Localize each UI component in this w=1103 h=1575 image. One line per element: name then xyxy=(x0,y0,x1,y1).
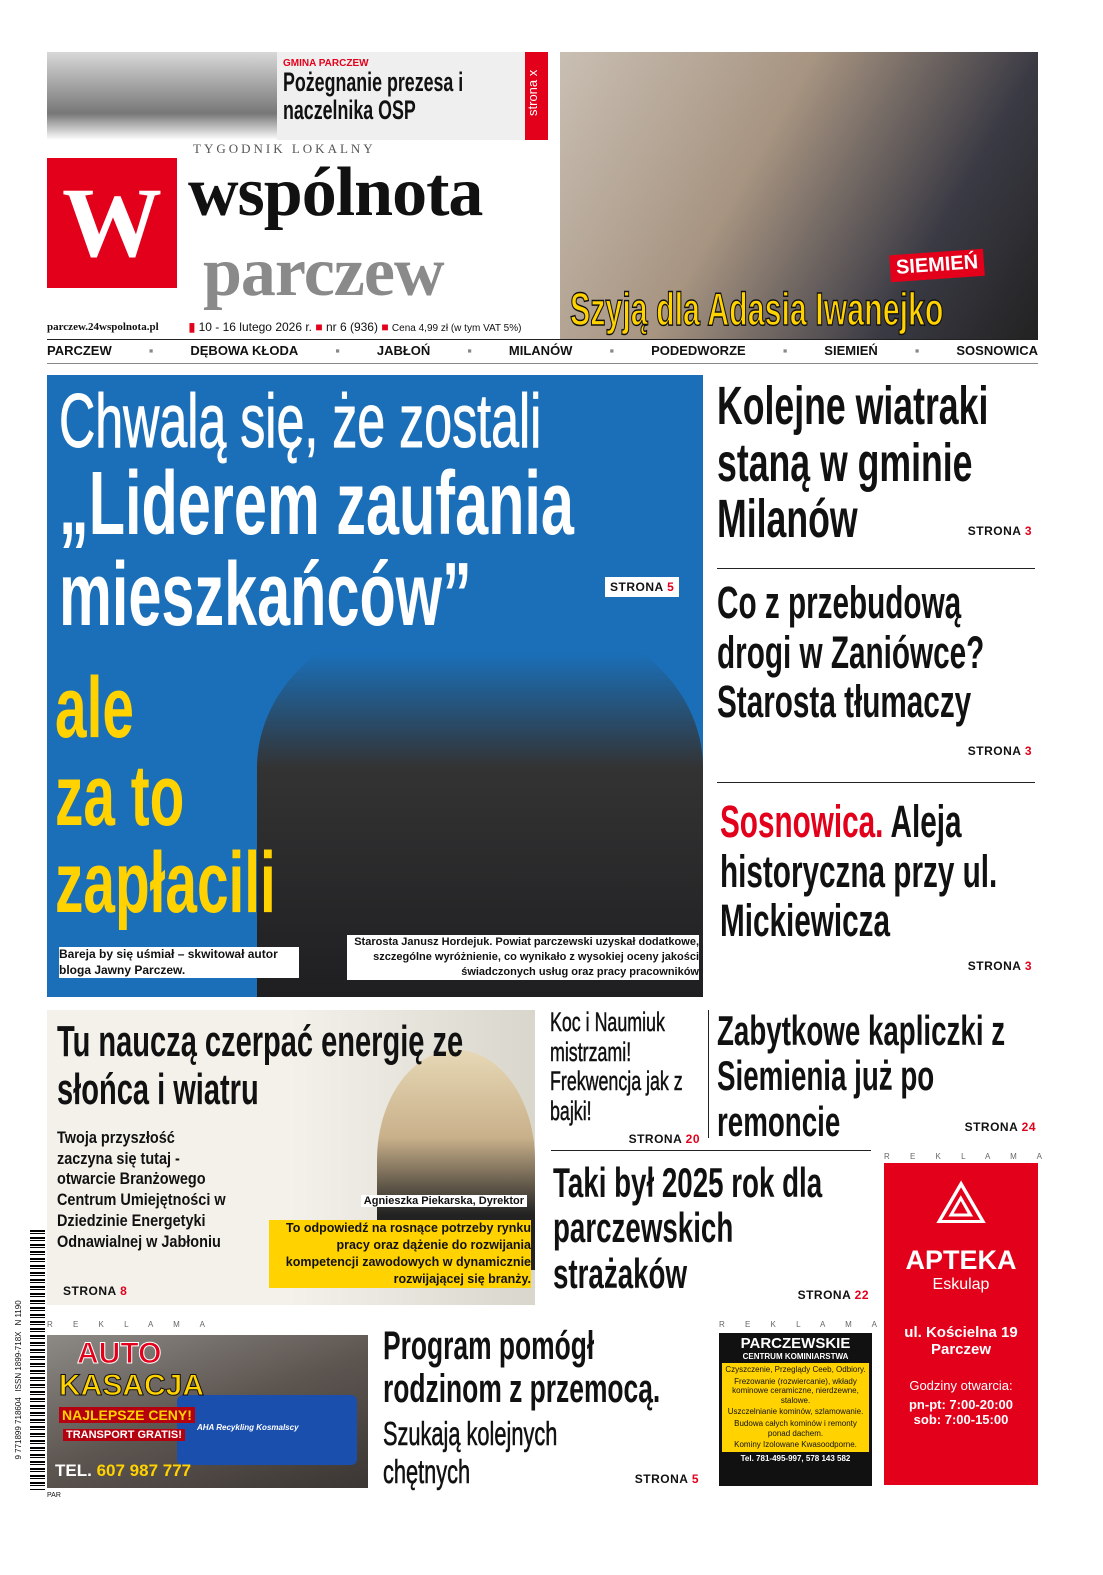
issue-number: nr 6 (936) xyxy=(325,320,378,334)
teaser-tab-label: strona x xyxy=(525,69,540,117)
program-sub: Szukają kolejnych chętnych xyxy=(383,1415,558,1491)
apteka-sub: Eskulap xyxy=(932,1276,990,1293)
teaser-title: Pożegnanie prezesa i naczelnika OSP xyxy=(283,67,464,125)
strazacy-story[interactable]: Taki był 2025 rok dla parczewskich strażaków STRONA 22 xyxy=(553,1160,871,1296)
lead-line3: mieszkańców” xyxy=(59,545,472,646)
nav-siemien[interactable]: SIEMIEŃ xyxy=(824,343,878,358)
komin-line: Uszczelnianie kominów, szlamowanie. xyxy=(727,1407,864,1417)
komin-line: Czyszczenie, Przeglądy Ceeb, Odbiory. xyxy=(725,1365,866,1374)
apteka-hours-2: sob: 7:00-15:00 xyxy=(913,1412,1009,1427)
issue-dates: 10 - 16 lutego 2026 r. xyxy=(198,320,313,334)
komin-h1: PARCZEWSKIE xyxy=(740,1335,851,1352)
nav-parczew[interactable]: PARCZEW xyxy=(47,343,112,358)
ad-auto-l2: KASACJA xyxy=(59,1369,205,1402)
side-story-1[interactable]: Kolejne wiatraki staną w gminie Milanów STRONA 3 xyxy=(717,378,1038,548)
teaser[interactable] xyxy=(277,52,527,140)
energy-person: Agnieszka Piekarska, Dyrektor xyxy=(361,1195,527,1207)
lead-line1: Chwalą się, że zostali xyxy=(59,379,542,464)
ad-label: R E K L A M A xyxy=(719,1320,886,1329)
side-story-2[interactable]: Co z przebudową drogi w Zaniówce? Starosta tłumaczy STRONA 3 xyxy=(717,578,1038,727)
masthead-name: wspólnota xyxy=(188,154,483,231)
tagline: TYGODNIK LOKALNY xyxy=(193,141,376,156)
side-story-1-title: Kolejne wiatraki staną w gminie Milanów xyxy=(717,376,989,550)
program-story[interactable]: Program pomógł rodzinom z przemocą. Szukają kolejnych chętnych STRONA 5 xyxy=(383,1325,703,1491)
ad-auto-phone: 607 987 777 xyxy=(96,1461,192,1480)
apteka-address: ul. Kościelna 19 xyxy=(904,1324,1018,1341)
apteka-hours-1: pn-pt: 7:00-20:00 xyxy=(908,1397,1014,1412)
komin-h2: CENTRUM KOMINIARSTWA xyxy=(742,1352,849,1361)
teaser-photo xyxy=(47,52,277,140)
lead-yellow-3: zapłacili xyxy=(55,835,276,932)
side-story-3[interactable]: Sosnowica. Aleja historyczna przy ul. Mickiewicza STRONA 3 xyxy=(720,796,1032,973)
nav-jablon[interactable]: JABŁOŃ xyxy=(376,343,431,358)
logo-letter: W xyxy=(62,167,162,278)
komin-line: Budowa całych kominów i remonty ponad dachem. xyxy=(734,1418,857,1438)
komin-line: Kominy Izolowane Kwasoodporne. xyxy=(734,1440,857,1450)
cover-title[interactable] xyxy=(570,283,1040,335)
side-story-3-kicker: Sosnowica. xyxy=(720,796,884,847)
energy-title: Tu nauczą czerpać energię ze słońca i wiatru xyxy=(57,1017,464,1115)
ad-auto-l3: NAJLEPSZE CENY! xyxy=(59,1407,195,1423)
strazacy-title: Taki był 2025 rok dla parczewskich strażaków xyxy=(553,1159,823,1297)
barcode xyxy=(30,1230,45,1490)
koc-title: Koc i Naumiuk mistrzami! Frekwencja jak z bajki! xyxy=(550,1007,683,1127)
cover-badge: SIEMIEŃ xyxy=(889,249,985,283)
ad-kominiarstwo[interactable] xyxy=(719,1333,872,1486)
lead-line2: „Liderem zaufania xyxy=(59,453,574,554)
caption-right: Starosta Janusz Hordejuk. Powiat parczewski uzyskał dodatkowe, szczególne wyróżnienie, co wynikało z wysokiej oceny jakości świadczonych usług oraz pracy pracowników xyxy=(347,935,699,980)
apteka-city: Parczew xyxy=(930,1341,992,1358)
apteka-hours-label: Godziny otwarcia: xyxy=(909,1378,1013,1393)
ad-auto-tel-label: TEL. xyxy=(55,1461,92,1480)
komin-line: Frezowanie (rozwiercanie), wkłady kominowe ceramiczne, nierdzewne, stalowe. xyxy=(732,1376,859,1405)
apteka-logo-icon: ⟁ xyxy=(934,1169,988,1236)
ad-label: R E K L A M A xyxy=(884,1152,1051,1161)
nav-sosnowica[interactable]: SOSNOWICA xyxy=(956,343,1038,358)
footer-code: PAR xyxy=(47,1492,61,1499)
cover-title-text: Szyją dla Adasia Iwanejko xyxy=(570,283,944,335)
ad-auto-l1: AUTO xyxy=(77,1337,162,1370)
energy-quote: To odpowiedź na rosnące potrzeby rynku pracy oraz dążenie do rozwijania kompetencji zawodowych w dynamicznie rozwijającej się branży. xyxy=(269,1220,531,1288)
teaser-tab[interactable] xyxy=(525,52,548,140)
site-url[interactable]: parczew.24wspolnota.pl xyxy=(47,321,159,333)
ad-auto-kasacja[interactable] xyxy=(47,1335,368,1488)
ad-apteka[interactable] xyxy=(884,1163,1038,1485)
lead-yellow-1: ale xyxy=(55,660,134,756)
nav-debowa-kloda[interactable]: DĘBOWA KŁODA xyxy=(190,343,299,358)
side-story-2-title: Co z przebudową drogi w Zaniówce? Starosta tłumaczy xyxy=(717,577,985,727)
energy-lead: Twoja przyszłość zaczyna się tutaj - otwarcie Branżowego Centrum Umiejętności w Dziedzinie Energetyki Odnawialnej w Jabłoniu xyxy=(57,1128,226,1251)
masthead-city: parczew xyxy=(203,234,444,311)
nav-milanow[interactable]: MILANÓW xyxy=(508,343,573,358)
side-story-3-title: Aleja historyczna przy ul. Mickiewicza xyxy=(720,796,998,946)
barcode-number: 9 771899 718604 xyxy=(14,1397,23,1460)
lead-yellow-2: za to xyxy=(55,747,185,844)
nav-bar: PARCZEW ▪ DĘBOWA KŁODA ▪ JABŁOŃ ▪ MILANÓW ▪ PODEDWORZE ▪ SIEMIEŃ ▪ SOSNOWICA xyxy=(47,343,1038,358)
info-row: parczew.24wspolnota.pl ▮ 10 - 16 lutego 2026 r. ■ nr 6 (936) ■ Cena 4,99 zł (w tym VAT 5%) xyxy=(47,320,522,334)
kapliczki-title: Zabytkowe kapliczki z Siemienia już po remoncie xyxy=(717,1007,1006,1145)
nav-podedworze[interactable]: PODEDWORZE xyxy=(651,343,746,358)
energy-story[interactable]: Tu nauczą czerpać energię ze słońca i wiatru Twoja przyszłość zaczyna się tutaj - otwarcie Branżowego Centrum Umiejętności w Dziedzinie Energetyki Odnawialnej w Jabłoniu STRONA 8 Agnieszka Piekarska, Dyrektor To odpowiedź na rosnące potrzeby rynku pracy oraz dążenie do rozwijania kompetencji zawodowych w dynamicznie rozwijającej się branży. xyxy=(47,1010,535,1305)
komin-tel: Tel. 781-495-997, 578 143 582 xyxy=(740,1453,851,1463)
issn: ISSN 1899-718X xyxy=(14,1331,23,1392)
logo[interactable] xyxy=(47,158,177,288)
kapliczki-story[interactable]: Zabytkowe kapliczki z Siemienia już po remoncie STRONA 24 xyxy=(717,1008,1038,1144)
apteka-name: APTEKA xyxy=(905,1245,1017,1275)
caption-left: Bareja by się uśmiał – skwitował autor bloga Jawny Parczew. xyxy=(59,947,299,978)
price: Cena 4,99 zł (w tym VAT 5%) xyxy=(391,323,522,334)
ad-auto-l4: TRANSPORT GRATIS! xyxy=(63,1429,185,1441)
ad-label: R E K L A M A xyxy=(47,1320,214,1329)
ad-auto-van: AHA Recykling Kosmalscy xyxy=(197,1423,299,1432)
barcode-n: N 1190 xyxy=(14,1300,23,1326)
koc-story[interactable]: Koc i Naumiuk mistrzami! Frekwencja jak z bajki! STRONA 20 xyxy=(550,1007,700,1146)
teaser-kicker: GMINA PARCZEW xyxy=(283,58,369,69)
lead-story[interactable] xyxy=(47,375,703,997)
program-title: Program pomógł rodzinom z przemocą. xyxy=(383,1324,661,1412)
lead-strona[interactable]: STRONA 5 xyxy=(605,577,679,597)
